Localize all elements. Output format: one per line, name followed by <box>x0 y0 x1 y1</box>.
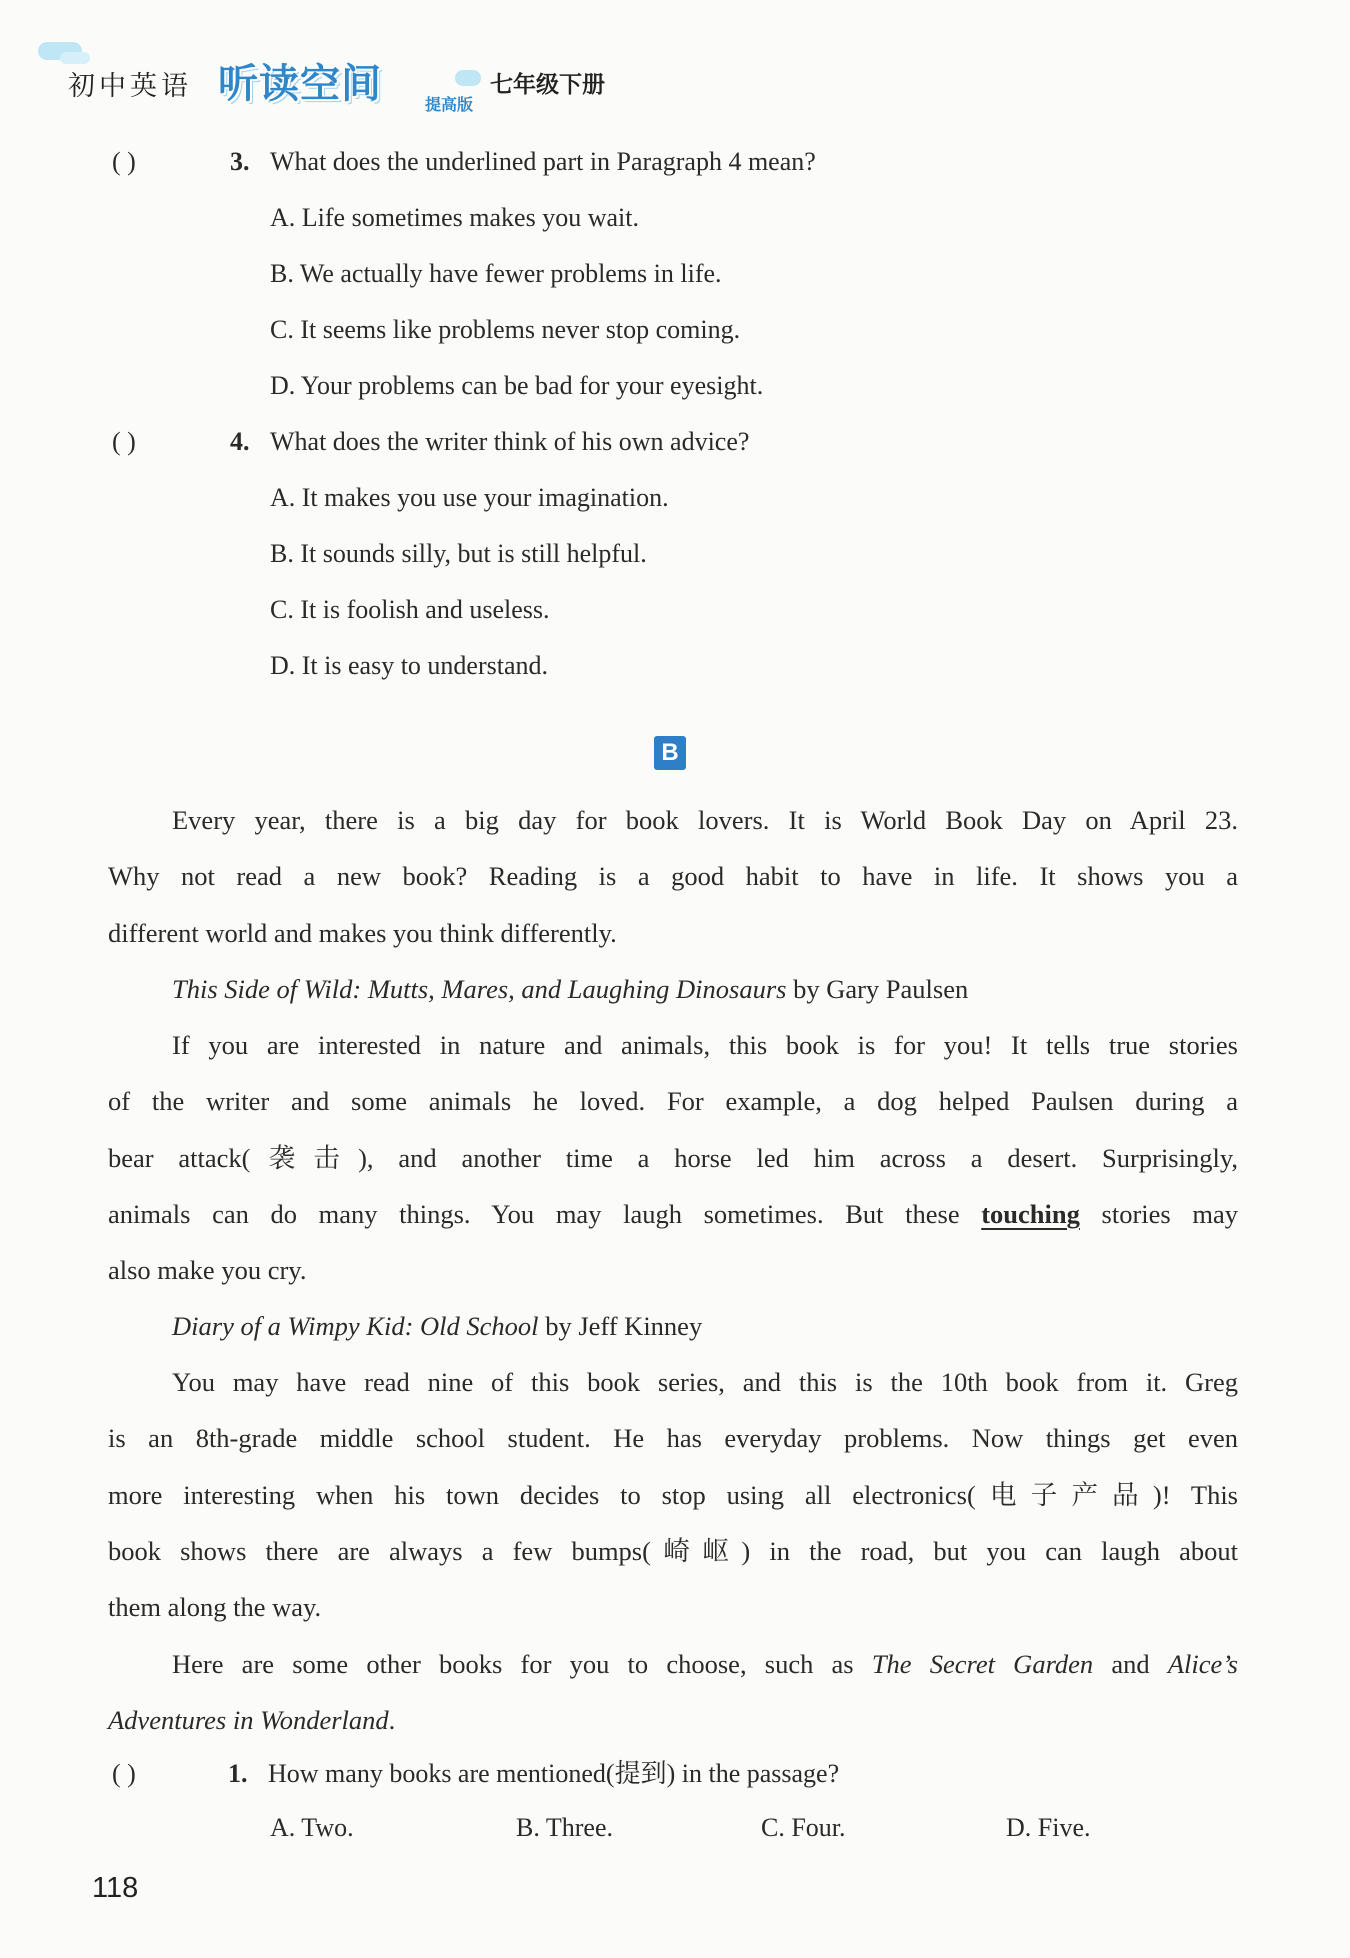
option-b: B. We actually have fewer problems in life. <box>270 259 722 288</box>
question-b1 <box>112 1758 1012 1790</box>
cloud-icon <box>455 70 481 86</box>
book-title: The Secret Garden <box>871 1649 1094 1679</box>
book-title: This Side of Wild: Mutts, Mares, and Laughing Dinosaurs <box>172 974 787 1004</box>
book1-description <box>108 1017 1238 1298</box>
text-line: more interesting when his town decides to stop using all electronics(电子产品)! This <box>108 1479 1238 1510</box>
edition-label: 提高版 <box>425 95 474 114</box>
question-stem: How many books are mentioned(提到) in the passage? <box>268 1759 840 1788</box>
text-line: different world and makes you think differently. <box>108 917 617 948</box>
option-c: C. Four. <box>761 1813 846 1842</box>
option-d: D. Your problems can be bad for your eyesight. <box>270 371 764 400</box>
book-title: Adventures in Wonderland <box>108 1705 389 1736</box>
option-d: D. It is easy to understand. <box>270 651 549 680</box>
text-segment: . <box>388 1705 396 1736</box>
text-line: You may have read nine of this book series, and this is the 10th book from it. Greg <box>172 1367 1238 1397</box>
book-author: by Gary Paulsen <box>786 974 969 1004</box>
option-b: B. Three. <box>516 1813 613 1842</box>
option-c: C. It is foolish and useless. <box>270 595 550 624</box>
text-segment: stories may <box>1079 1198 1238 1229</box>
book1-heading <box>108 961 1238 1017</box>
series-title: 初中英语 <box>68 71 192 102</box>
option-b: B. It sounds silly, but is still helpful. <box>270 539 647 568</box>
series-logo: 听读空间 <box>218 61 382 107</box>
book-title: Diary of a Wimpy Kid: Old School <box>172 1311 539 1341</box>
question-stem: What does the writer think of his own advice? <box>270 427 750 456</box>
grade-label: 七年级下册 <box>490 72 605 98</box>
answer-blank[interactable]: ( ) <box>112 147 136 176</box>
text-line: book shows there are always a few bumps(崎岖) in the road, but you can laugh about <box>108 1535 1238 1566</box>
text-segment: and <box>1093 1649 1168 1679</box>
section-label: B <box>654 736 686 770</box>
question-number: 3. <box>230 147 250 176</box>
text-line: them along the way. <box>108 1592 322 1623</box>
text-line: If you are interested in nature and animals, this book is for you! It tells true stories <box>172 1030 1238 1060</box>
text-line: bear attack(袭击), and another time a horse led him across a desert. Surprisingly, <box>108 1142 1238 1173</box>
answer-blank[interactable]: ( ) <box>112 1759 136 1788</box>
option-c: C. It seems like problems never stop coming. <box>270 315 741 344</box>
page-number: 118 <box>92 1872 139 1904</box>
option-d: D. Five. <box>1006 1813 1091 1842</box>
text-segment: Here are some other books for you to choose, such as <box>172 1649 872 1679</box>
book-author: by Jeff Kinney <box>538 1311 703 1341</box>
page-header <box>60 48 660 118</box>
option-a: A. It makes you use your imagination. <box>270 483 669 512</box>
cloud-icon <box>60 52 90 64</box>
book2-heading <box>108 1298 1238 1354</box>
text-line: is an 8th-grade middle school student. He has everyday problems. Now things get even <box>108 1423 1238 1454</box>
answer-blank[interactable]: ( ) <box>112 427 136 456</box>
keyword-touching: touching <box>981 1198 1080 1229</box>
passage-closing <box>108 1636 1238 1749</box>
text-line: Why not read a new book? Reading is a good habit to have in life. It shows you a <box>108 861 1238 892</box>
book-title: Alice’s <box>1167 1649 1238 1679</box>
text-line: also make you cry. <box>108 1255 307 1286</box>
question-4 <box>112 426 1012 458</box>
option-a: A. Two. <box>270 1813 354 1842</box>
text-segment: animals can do many things. You may laugh sometimes. But these <box>108 1198 982 1229</box>
question-number: 1. <box>228 1759 248 1788</box>
option-a: A. Life sometimes makes you wait. <box>270 203 639 232</box>
book2-description <box>108 1354 1238 1635</box>
question-number: 4. <box>230 427 250 456</box>
question-stem: What does the underlined part in Paragraph 4 mean? <box>270 147 816 176</box>
text-line: Every year, there is a big day for book lovers. It is World Book Day on April 23. <box>172 805 1238 835</box>
question-3 <box>112 146 1012 178</box>
text-line: of the writer and some animals he loved. For example, a dog helped Paulsen during a <box>108 1086 1238 1117</box>
passage-intro <box>108 792 1238 961</box>
